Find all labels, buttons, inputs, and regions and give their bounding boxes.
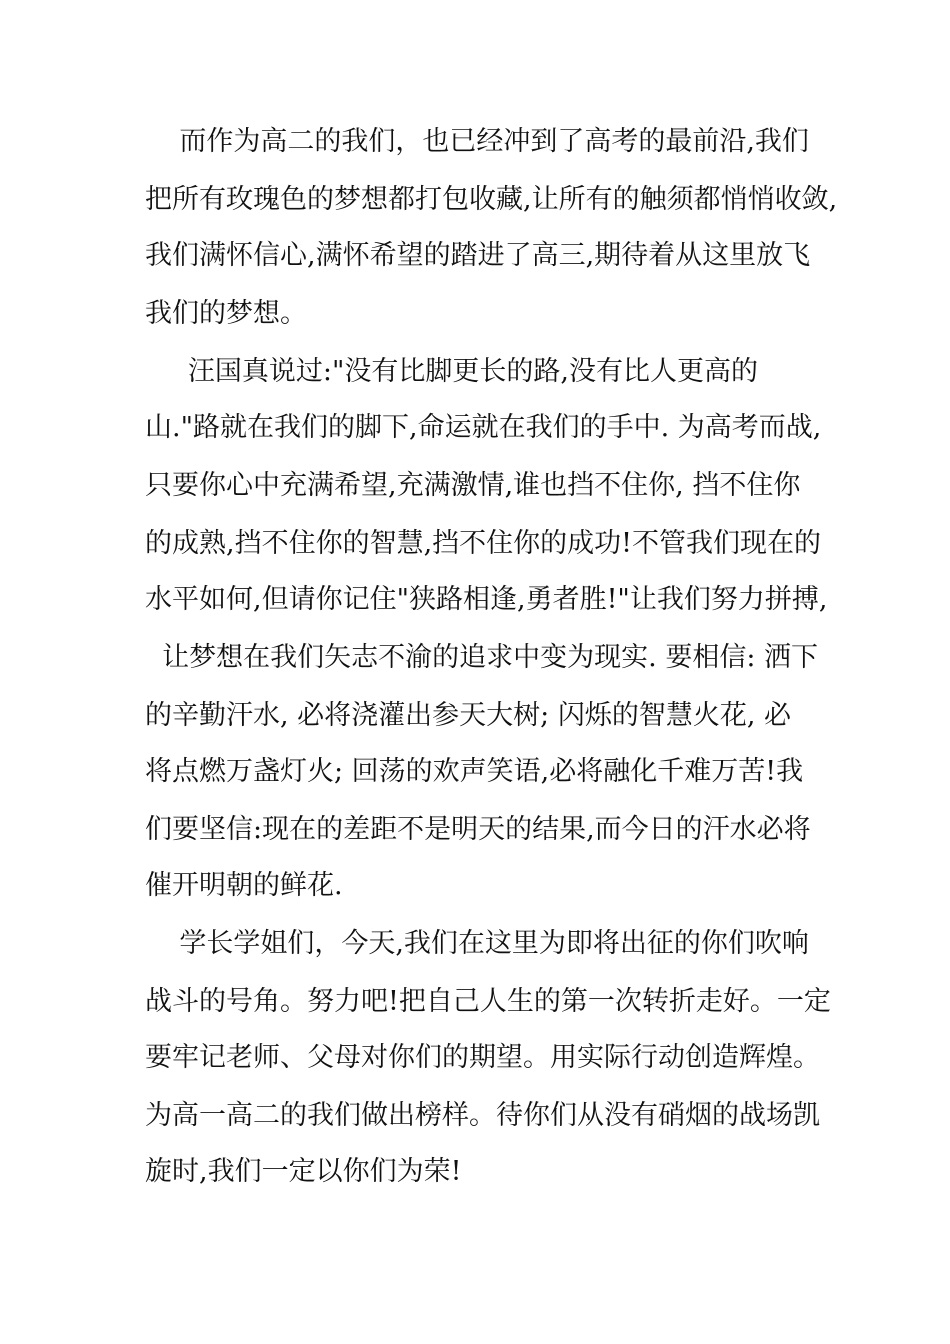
text-line: 的辛勤汗水, 必将浇灌出参天大树; 闪烁的智慧火花, 必 — [145, 700, 792, 731]
text-line: 我们的梦想。 — [145, 298, 307, 329]
text-line: 战斗的号角。努力吧!把自己人生的第一次转折走好。一定 — [145, 986, 831, 1017]
text-line: 把所有玫瑰色的梦想都打包收藏,让所有的触须都悄悄收敛, — [145, 184, 838, 215]
text-line: 学长学姐们，今天,我们在这里为即将出征的你们吹响 — [145, 928, 809, 959]
text-line: 水平如何,但请你记住"狭路相逢,勇者胜!"让我们努力拼搏, — [145, 584, 828, 615]
text-line: 为高一高二的我们做出榜样。待你们从没有硝烟的战场凯 — [145, 1100, 820, 1131]
text-line: 我们满怀信心,满怀希望的踏进了高三,期待着从这里放飞 — [145, 240, 811, 271]
text-line: 将点燃万盏灯火; 回荡的欢声笑语,必将融化千难万苦!我 — [145, 756, 804, 787]
text-line: 催开明朝的鲜花. — [145, 870, 343, 901]
text-line: 们要坚信:现在的差距不是明天的结果,而今日的汗水必将 — [145, 814, 811, 845]
text-line: 山."路就在我们的脚下,命运就在我们的手中. 为高考而战, — [145, 412, 822, 443]
text-line: 旋时,我们一定以你们为荣! — [145, 1156, 462, 1187]
text-line: 而作为高二的我们，也已经冲到了高考的最前沿,我们 — [145, 126, 809, 157]
text-line: 只要你心中充满希望,充满激情,谁也挡不住你, 挡不住你 — [145, 470, 801, 501]
text-line: 汪国真说过:"没有比脚更长的路,没有比人更高的 — [145, 356, 759, 387]
text-line: 让梦想在我们矢志不渝的追求中变为现实. 要相信: 洒下 — [145, 642, 819, 673]
text-line: 要牢记老师、父母对你们的期望。用实际行动创造辉煌。 — [145, 1042, 820, 1073]
text-line: 的成熟,挡不住你的智慧,挡不住你的成功!不管我们现在的 — [145, 528, 822, 559]
